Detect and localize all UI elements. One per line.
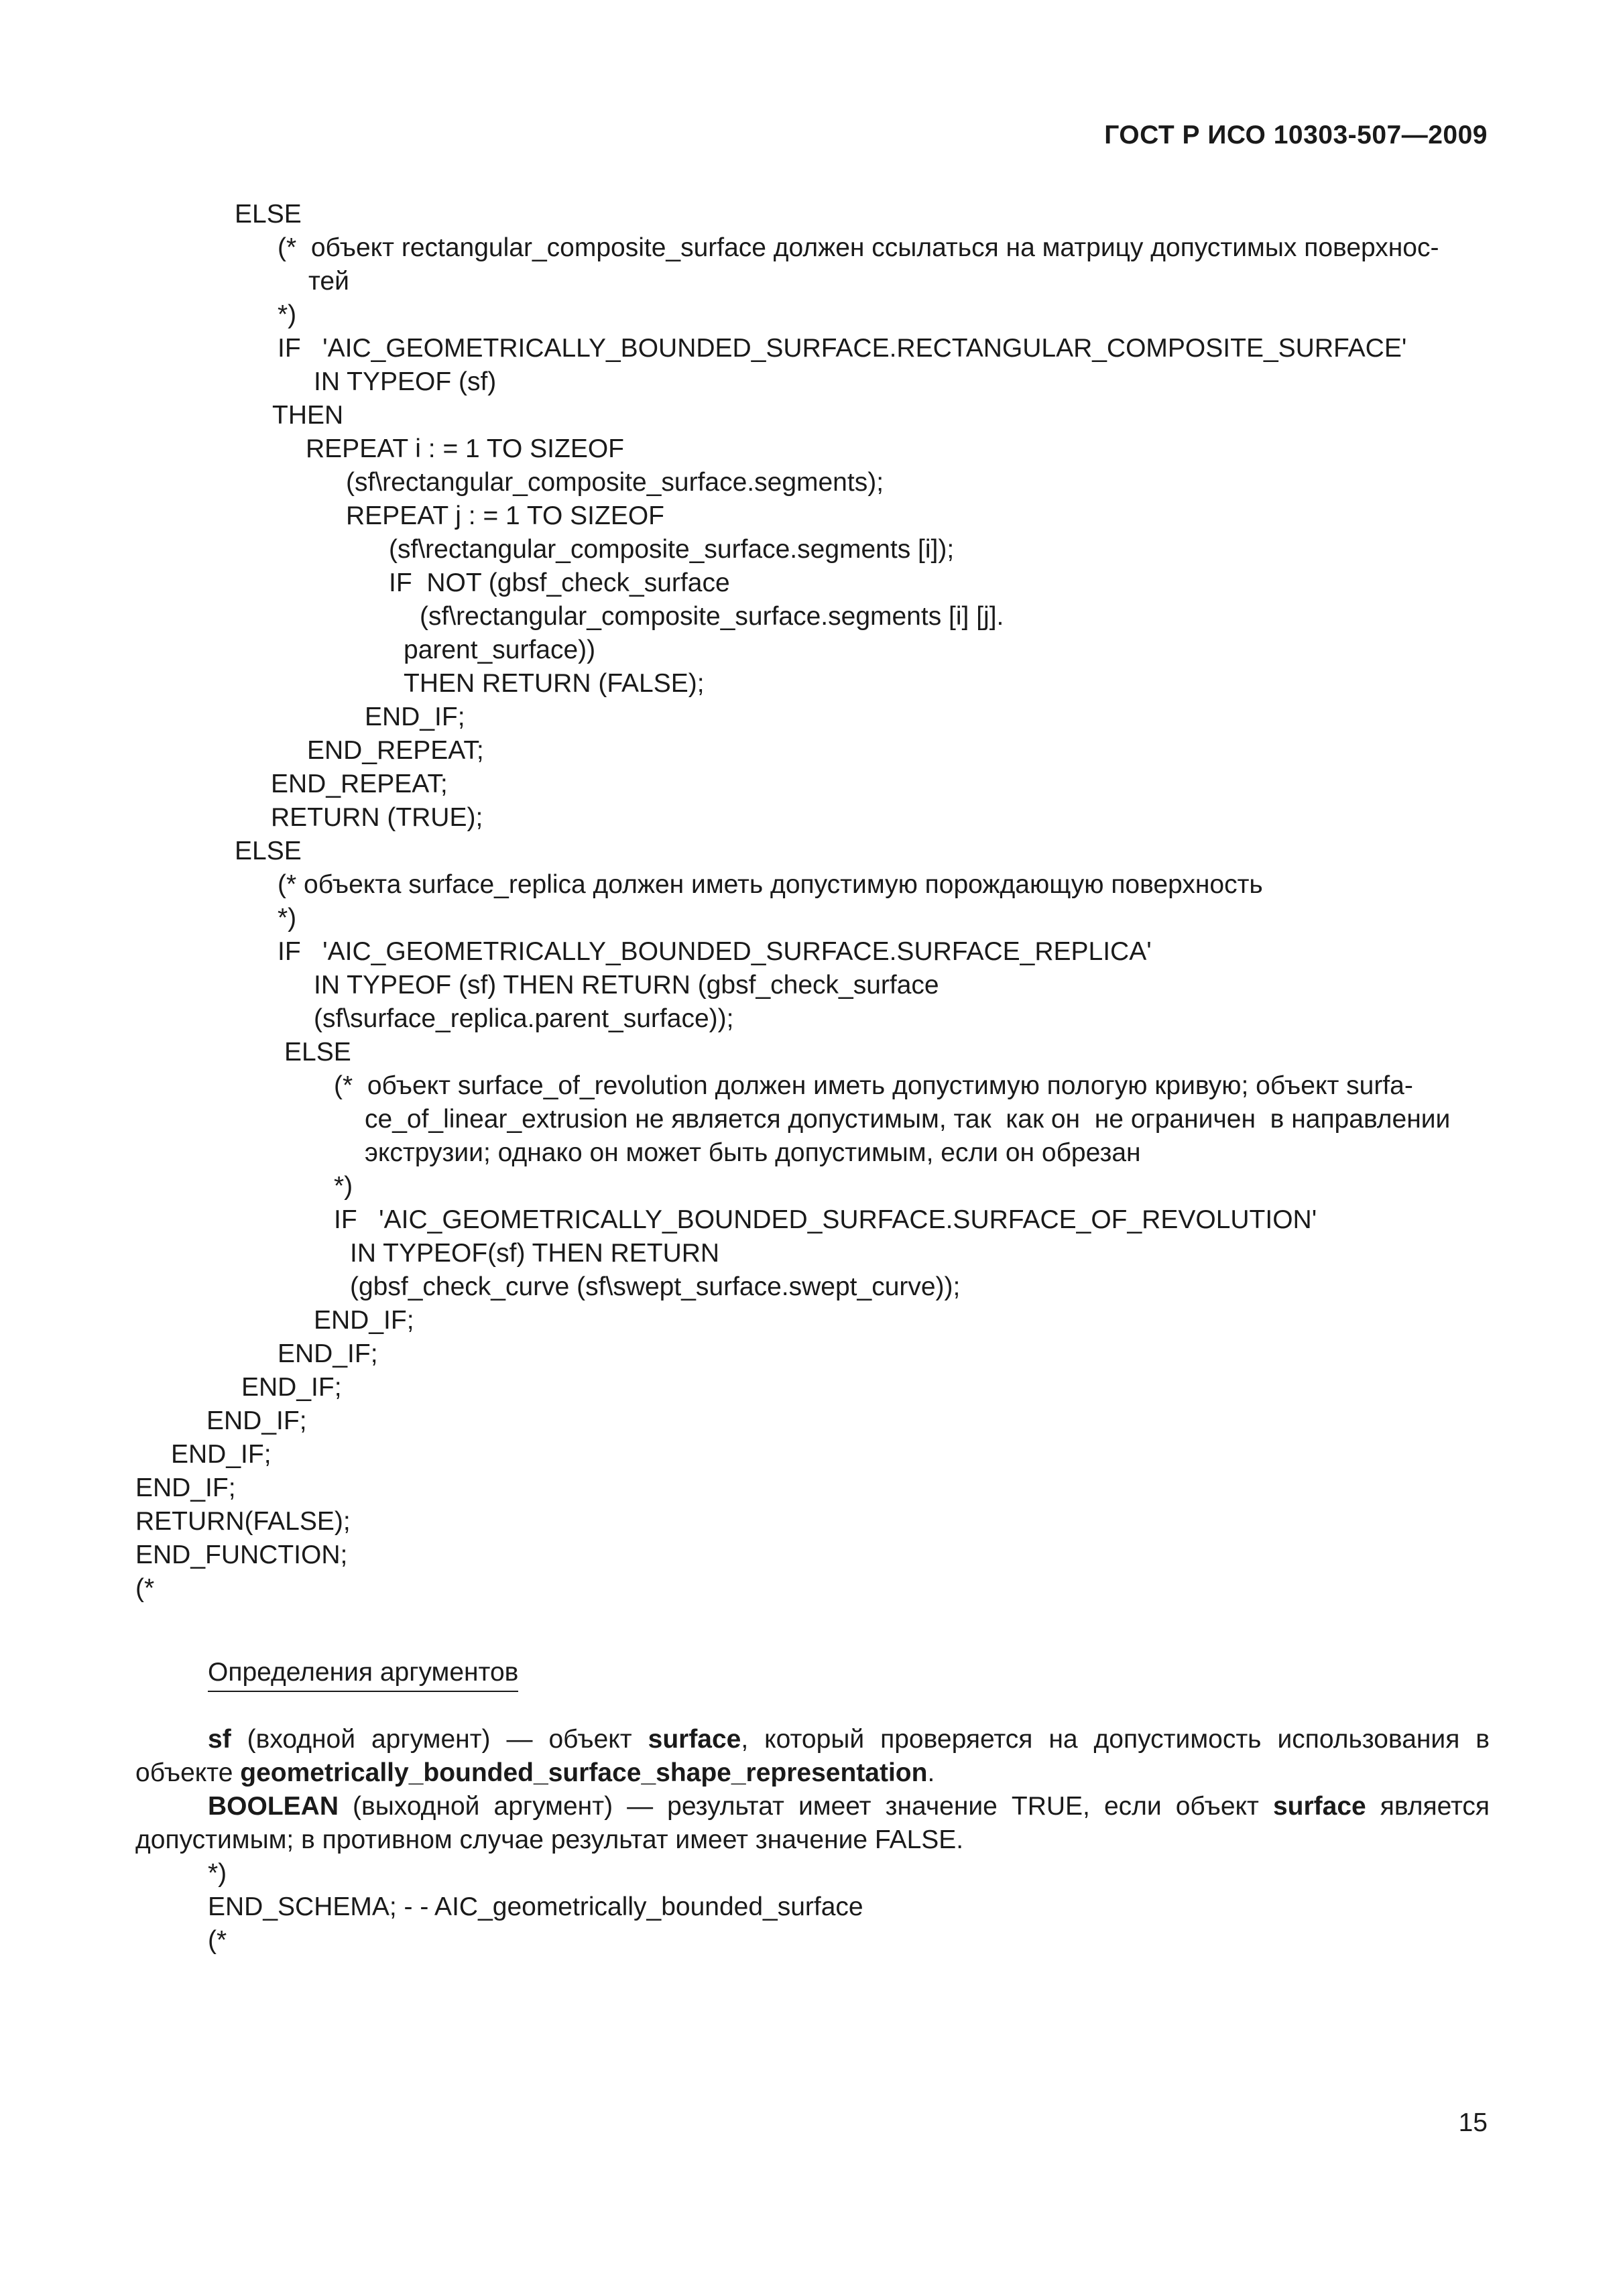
code-line: *) xyxy=(334,1172,353,1201)
definition-text: (входной аргумент) — объект xyxy=(231,1725,648,1754)
code-line: экструзии; однако он может быть допустимым, если он обрезан xyxy=(365,1138,1141,1167)
code-line: END_IF; xyxy=(241,1373,342,1402)
code-line: END_IF; xyxy=(206,1406,307,1435)
code-line: END_SCHEMA; - - AIC_geometrically_bounded_surface xyxy=(208,1892,863,1921)
definition-text: . xyxy=(927,1758,935,1787)
code-line: END_IF; xyxy=(135,1473,236,1502)
definition-text: (выходной аргумент) — результат имеет значение TRUE, если объект xyxy=(339,1792,1273,1821)
keyword: surface xyxy=(1272,1792,1366,1821)
argument-boolean-definition xyxy=(135,1790,1490,1857)
code-line: IN TYPEOF (sf) xyxy=(314,367,497,396)
code-line: (sf\surface_replica.parent_surface)); xyxy=(314,1004,734,1033)
code-line: END_IF; xyxy=(314,1306,414,1335)
code-line: (gbsf_check_curve (sf\swept_surface.swept_curve)); xyxy=(350,1272,961,1301)
code-line: IF 'AIC_GEOMETRICALLY_BOUNDED_SURFACE.RECTANGULAR_COMPOSITE_SURFACE' xyxy=(278,334,1407,363)
code-line: END_IF; xyxy=(278,1339,378,1368)
code-line: IF NOT (gbsf_check_surface xyxy=(389,568,730,597)
code-line: parent_surface)) xyxy=(404,636,596,664)
entity-name: geometrically_bounded_surface_shape_representation xyxy=(240,1758,928,1787)
code-line: IF 'AIC_GEOMETRICALLY_BOUNDED_SURFACE.SURFACE_OF_REVOLUTION' xyxy=(334,1205,1317,1234)
code-line: (* объект surface_of_revolution должен иметь допустимую пологую кривую; объект surfa- xyxy=(334,1071,1413,1100)
code-line: *) xyxy=(208,1859,227,1888)
argument-definitions-title: Определения аргументов xyxy=(208,1656,518,1692)
code-line: (sf\rectangular_composite_surface.segments [i] [j]. xyxy=(420,602,1004,631)
code-line: END_FUNCTION; xyxy=(135,1540,348,1569)
code-line: (sf\rectangular_composite_surface.segments); xyxy=(346,468,884,497)
code-line: END_IF; xyxy=(171,1440,272,1469)
code-line: THEN xyxy=(272,401,344,430)
definition-text: , который проверяется на допустимость использования в объекте xyxy=(135,1725,1490,1787)
code-line: REPEAT i : = 1 TO SIZEOF xyxy=(306,434,625,463)
code-line: IF 'AIC_GEOMETRICALLY_BOUNDED_SURFACE.SURFACE_REPLICA' xyxy=(278,937,1152,966)
code-line: (* объекта surface_replica должен иметь допустимую порождающую поверхность xyxy=(278,870,1263,899)
code-line: ELSE xyxy=(235,200,302,229)
code-line: REPEAT j : = 1 TO SIZEOF xyxy=(346,501,665,530)
code-line: END_IF; xyxy=(365,703,465,731)
argument-name: BOOLEAN xyxy=(208,1792,339,1821)
code-line: RETURN (TRUE); xyxy=(271,803,483,832)
argument-sf-definition xyxy=(135,1723,1490,1790)
code-line: (* xyxy=(135,1574,155,1603)
keyword: surface xyxy=(648,1725,741,1754)
page-number: 15 xyxy=(1458,2108,1488,2137)
code-line: IN TYPEOF (sf) THEN RETURN (gbsf_check_surface xyxy=(314,971,939,1000)
code-line: (sf\rectangular_composite_surface.segments [i]); xyxy=(389,535,955,564)
code-line: IN TYPEOF(sf) THEN RETURN xyxy=(350,1239,720,1268)
code-line: ce_of_linear_extrusion не является допустимым, так как он не ограничен в направлении xyxy=(365,1105,1451,1134)
code-line: ELSE xyxy=(284,1038,351,1067)
code-line: THEN RETURN (FALSE); xyxy=(404,669,705,698)
code-line: *) xyxy=(278,300,297,329)
definition-text: является допустимым; в противном случае результат имеет значение FALSE. xyxy=(135,1792,1490,1854)
code-line: ELSE xyxy=(235,837,302,865)
code-line: (* xyxy=(208,1926,227,1955)
code-line: *) xyxy=(278,904,297,932)
code-line: END_REPEAT; xyxy=(307,736,484,765)
code-line: тей xyxy=(308,267,349,296)
document-header: ГОСТ Р ИСО 10303-507—2009 xyxy=(1104,121,1488,149)
code-line: RETURN(FALSE); xyxy=(135,1507,351,1536)
code-line: (* объект rectangular_composite_surface должен ссылаться на матрицу допустимых поверхнос- xyxy=(278,233,1439,262)
argument-name: sf xyxy=(208,1725,231,1754)
code-line: END_REPEAT; xyxy=(271,770,448,798)
